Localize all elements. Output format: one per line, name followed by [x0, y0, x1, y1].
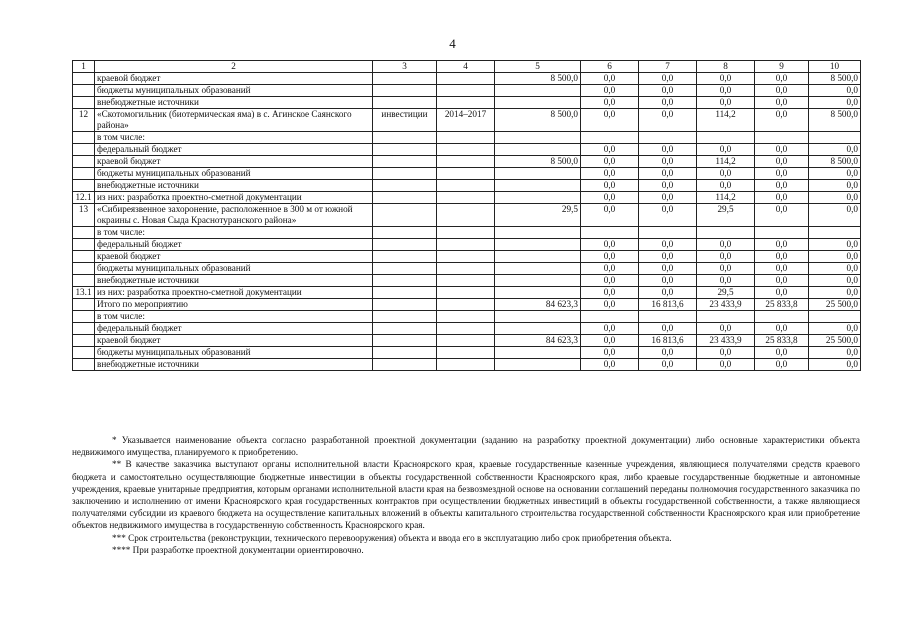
value-col7: 0,0 — [639, 323, 697, 335]
expense-type — [373, 299, 437, 311]
value-col9: 0,0 — [755, 359, 809, 371]
row-number — [73, 251, 95, 263]
row-number — [73, 227, 95, 239]
value-col5 — [495, 347, 581, 359]
period — [437, 227, 495, 239]
row-name: краевой бюджет — [95, 73, 373, 85]
row-name: краевой бюджет — [95, 335, 373, 347]
row-number — [73, 97, 95, 109]
value-col9: 0,0 — [755, 347, 809, 359]
footnote: * Указывается наименование объекта согласно разработанной проектной документации (заданию на разработку проектной документации) либо основные характеристики объекта недвижимого имущества, планируемого к приобретению. — [72, 435, 860, 458]
expense-type — [373, 168, 437, 180]
value-col7: 0,0 — [639, 85, 697, 97]
value-col10: 0,0 — [809, 168, 861, 180]
value-col9: 0,0 — [755, 204, 809, 227]
value-col8: 0,0 — [697, 359, 755, 371]
row-name: краевой бюджет — [95, 156, 373, 168]
value-col7: 16 813,6 — [639, 335, 697, 347]
value-col9: 0,0 — [755, 144, 809, 156]
value-col10: 0,0 — [809, 323, 861, 335]
page-number: 4 — [449, 36, 456, 51]
value-col7: 0,0 — [639, 251, 697, 263]
period — [437, 275, 495, 287]
value-col8: 0,0 — [697, 97, 755, 109]
value-col5 — [495, 263, 581, 275]
value-col6: 0,0 — [581, 287, 639, 299]
row-name: внебюджетные источники — [95, 97, 373, 109]
expense-type — [373, 85, 437, 97]
value-col8: 0,0 — [697, 85, 755, 97]
value-col10 — [809, 132, 861, 144]
value-col9: 25 833,8 — [755, 335, 809, 347]
period — [437, 287, 495, 299]
row-number — [73, 132, 95, 144]
value-col7: 0,0 — [639, 263, 697, 275]
period — [437, 180, 495, 192]
table-row — [73, 239, 861, 251]
value-col8 — [697, 132, 755, 144]
period — [437, 263, 495, 275]
value-col6 — [581, 311, 639, 323]
value-col8: 0,0 — [697, 251, 755, 263]
value-col10 — [809, 311, 861, 323]
row-name: Итого по мероприятию — [95, 299, 373, 311]
expense-type — [373, 275, 437, 287]
row-name: в том числе: — [95, 227, 373, 239]
footnote: *** Срок строительства (реконструкции, технического перевооружения) объекта и ввода его в эксплуатацию либо срок приобретения объекта. — [112, 532, 672, 543]
row-name: «Скотомогильник (биотермическая яма) в с. Агинское Саянского района» — [95, 109, 373, 132]
period — [437, 168, 495, 180]
period — [437, 156, 495, 168]
column-number: 8 — [697, 61, 755, 73]
column-number: 7 — [639, 61, 697, 73]
value-col5 — [495, 132, 581, 144]
expense-type — [373, 323, 437, 335]
value-col10: 8 500,0 — [809, 109, 861, 132]
table-row — [73, 132, 861, 144]
expense-type — [373, 73, 437, 85]
value-col6: 0,0 — [581, 359, 639, 371]
row-name: из них: разработка проектно-сметной документации — [95, 287, 373, 299]
value-col7: 0,0 — [639, 204, 697, 227]
period — [437, 335, 495, 347]
value-col10: 0,0 — [809, 239, 861, 251]
period — [437, 311, 495, 323]
table-row — [73, 323, 861, 335]
value-col9: 0,0 — [755, 109, 809, 132]
table-row — [73, 109, 861, 132]
value-col9: 0,0 — [755, 156, 809, 168]
value-col9: 0,0 — [755, 85, 809, 97]
row-number — [73, 239, 95, 251]
value-col9: 0,0 — [755, 168, 809, 180]
footnote: **** При разработке проектной документации ориентировочно. — [112, 544, 364, 555]
table-row — [73, 287, 861, 299]
value-col10: 0,0 — [809, 204, 861, 227]
value-col6: 0,0 — [581, 85, 639, 97]
period — [437, 85, 495, 97]
value-col10: 0,0 — [809, 144, 861, 156]
value-col7: 0,0 — [639, 287, 697, 299]
row-name: внебюджетные источники — [95, 359, 373, 371]
expense-type — [373, 204, 437, 227]
table-row — [73, 335, 861, 347]
row-name: федеральный бюджет — [95, 144, 373, 156]
table-row — [73, 311, 861, 323]
value-col5 — [495, 287, 581, 299]
period — [437, 73, 495, 85]
expense-type — [373, 287, 437, 299]
row-number — [73, 275, 95, 287]
value-col6: 0,0 — [581, 73, 639, 85]
value-col10: 0,0 — [809, 97, 861, 109]
period — [437, 299, 495, 311]
value-col7: 0,0 — [639, 192, 697, 204]
expense-type — [373, 359, 437, 371]
value-col6: 0,0 — [581, 335, 639, 347]
value-col6: 0,0 — [581, 144, 639, 156]
table-row — [73, 180, 861, 192]
value-col10: 8 500,0 — [809, 73, 861, 85]
value-col5 — [495, 251, 581, 263]
row-name: внебюджетные источники — [95, 275, 373, 287]
footnotes — [72, 434, 860, 556]
row-number — [73, 180, 95, 192]
value-col5 — [495, 85, 581, 97]
value-col10: 0,0 — [809, 359, 861, 371]
table-row — [73, 347, 861, 359]
period — [437, 97, 495, 109]
value-col8: 114,2 — [697, 109, 755, 132]
period — [437, 132, 495, 144]
row-name: в том числе: — [95, 311, 373, 323]
value-col9: 0,0 — [755, 275, 809, 287]
table-row — [73, 73, 861, 85]
value-col5 — [495, 239, 581, 251]
value-col10: 0,0 — [809, 85, 861, 97]
row-name: федеральный бюджет — [95, 239, 373, 251]
value-col9: 0,0 — [755, 251, 809, 263]
column-number: 3 — [373, 61, 437, 73]
value-col8: 0,0 — [697, 144, 755, 156]
value-col10: 0,0 — [809, 251, 861, 263]
value-col6 — [581, 132, 639, 144]
value-col7: 0,0 — [639, 144, 697, 156]
expense-type — [373, 156, 437, 168]
value-col8: 0,0 — [697, 347, 755, 359]
value-col10: 0,0 — [809, 347, 861, 359]
table-row — [73, 168, 861, 180]
value-col10: 0,0 — [809, 287, 861, 299]
column-number: 6 — [581, 61, 639, 73]
value-col7: 0,0 — [639, 347, 697, 359]
value-col6: 0,0 — [581, 347, 639, 359]
row-number — [73, 85, 95, 97]
value-col7: 0,0 — [639, 275, 697, 287]
value-col8: 29,5 — [697, 287, 755, 299]
value-col5: 8 500,0 — [495, 73, 581, 85]
value-col9 — [755, 227, 809, 239]
value-col10: 25 500,0 — [809, 299, 861, 311]
value-col6 — [581, 227, 639, 239]
expense-type — [373, 132, 437, 144]
row-number — [73, 299, 95, 311]
expense-type — [373, 263, 437, 275]
value-col9: 25 833,8 — [755, 299, 809, 311]
table-row — [73, 204, 861, 227]
value-col5 — [495, 323, 581, 335]
column-number: 10 — [809, 61, 861, 73]
row-name: бюджеты муниципальных образований — [95, 347, 373, 359]
value-col7: 0,0 — [639, 97, 697, 109]
value-col5 — [495, 97, 581, 109]
value-col5 — [495, 180, 581, 192]
value-col9: 0,0 — [755, 97, 809, 109]
table-row — [73, 85, 861, 97]
value-col7: 0,0 — [639, 168, 697, 180]
table-row — [73, 299, 861, 311]
period — [437, 239, 495, 251]
value-col9: 0,0 — [755, 263, 809, 275]
row-number: 13.1 — [73, 287, 95, 299]
row-number — [73, 73, 95, 85]
value-col10: 0,0 — [809, 263, 861, 275]
footnote: ** В качестве заказчика выступают органы исполнительной власти Красноярского края, краевые государственные казенные учреждения, являющиеся получателями средств краевого бюджета и самостоятельно осуществляющие бюджетные инвестиции в объекты государственной собственности Красноярского края, либо краевые государственные бюджетные и автономные учреждения, краевые унитарные предприятия, которым органами исполнительной власти края на безвозмездной основе на основании соглашений переданы полномочия государственного заказчика по заключению и исполнению от имени Красноярского края государственных контрактов при осуществлении бюджетных инвестиций в объекты государственной собственности, а также являющиеся получателями субсидии из краевого бюджета на осуществление капитальных вложений в объекты капитального строительства государственной собственности Красноярского края или приобретение объектов недвижимого имущества в государственную собственность Красноярского края. — [72, 459, 860, 531]
expense-type: инвестиции — [373, 109, 437, 132]
table-row — [73, 251, 861, 263]
period — [437, 359, 495, 371]
budget-table — [72, 60, 861, 371]
value-col8: 0,0 — [697, 180, 755, 192]
row-name: из них: разработка проектно-сметной документации — [95, 192, 373, 204]
value-col6: 0,0 — [581, 239, 639, 251]
row-number — [73, 311, 95, 323]
value-col5: 84 623,3 — [495, 335, 581, 347]
value-col6: 0,0 — [581, 263, 639, 275]
expense-type — [373, 335, 437, 347]
value-col8: 0,0 — [697, 323, 755, 335]
value-col6: 0,0 — [581, 204, 639, 227]
value-col10: 25 500,0 — [809, 335, 861, 347]
value-col7 — [639, 227, 697, 239]
expense-type — [373, 97, 437, 109]
value-col8: 29,5 — [697, 204, 755, 227]
value-col9 — [755, 132, 809, 144]
row-number: 12.1 — [73, 192, 95, 204]
value-col9: 0,0 — [755, 180, 809, 192]
table-row — [73, 97, 861, 109]
expense-type — [373, 347, 437, 359]
row-name: бюджеты муниципальных образований — [95, 168, 373, 180]
expense-type — [373, 311, 437, 323]
value-col9: 0,0 — [755, 192, 809, 204]
value-col6: 0,0 — [581, 192, 639, 204]
expense-type — [373, 251, 437, 263]
row-number — [73, 359, 95, 371]
row-number — [73, 323, 95, 335]
expense-type — [373, 239, 437, 251]
value-col6: 0,0 — [581, 97, 639, 109]
row-number: 12 — [73, 109, 95, 132]
value-col6: 0,0 — [581, 156, 639, 168]
value-col8: 114,2 — [697, 156, 755, 168]
table-row — [73, 227, 861, 239]
value-col7 — [639, 311, 697, 323]
value-col5 — [495, 168, 581, 180]
table-row — [73, 156, 861, 168]
value-col7: 0,0 — [639, 180, 697, 192]
row-name: в том числе: — [95, 132, 373, 144]
row-name: бюджеты муниципальных образований — [95, 85, 373, 97]
period — [437, 204, 495, 227]
row-name: бюджеты муниципальных образований — [95, 263, 373, 275]
value-col5: 8 500,0 — [495, 156, 581, 168]
value-col6: 0,0 — [581, 109, 639, 132]
row-number — [73, 263, 95, 275]
row-name: краевой бюджет — [95, 251, 373, 263]
column-number: 5 — [495, 61, 581, 73]
value-col7: 0,0 — [639, 109, 697, 132]
table-row — [73, 144, 861, 156]
row-name: «Сибиреязвенное захоронение, расположенное в 300 м от южной окраины с. Новая Сыда Краснотуранского района» — [95, 204, 373, 227]
value-col10: 0,0 — [809, 192, 861, 204]
value-col6: 0,0 — [581, 323, 639, 335]
value-col7: 0,0 — [639, 359, 697, 371]
table-row — [73, 263, 861, 275]
row-name: внебюджетные источники — [95, 180, 373, 192]
row-number — [73, 335, 95, 347]
value-col6: 0,0 — [581, 275, 639, 287]
period — [437, 347, 495, 359]
value-col8: 0,0 — [697, 275, 755, 287]
value-col5 — [495, 359, 581, 371]
value-col10: 0,0 — [809, 275, 861, 287]
column-number: 1 — [73, 61, 95, 73]
value-col8: 23 433,9 — [697, 299, 755, 311]
row-number: 13 — [73, 204, 95, 227]
value-col8 — [697, 227, 755, 239]
value-col5 — [495, 144, 581, 156]
table-row — [73, 359, 861, 371]
period — [437, 251, 495, 263]
table-row — [73, 192, 861, 204]
period — [437, 192, 495, 204]
value-col7: 0,0 — [639, 239, 697, 251]
value-col9: 0,0 — [755, 323, 809, 335]
period — [437, 144, 495, 156]
value-col8: 0,0 — [697, 263, 755, 275]
row-number — [73, 347, 95, 359]
value-col6: 0,0 — [581, 180, 639, 192]
expense-type — [373, 192, 437, 204]
value-col7: 16 813,6 — [639, 299, 697, 311]
row-number — [73, 144, 95, 156]
value-col8: 0,0 — [697, 239, 755, 251]
value-col10 — [809, 227, 861, 239]
value-col10: 8 500,0 — [809, 156, 861, 168]
value-col8: 23 433,9 — [697, 335, 755, 347]
value-col5 — [495, 192, 581, 204]
value-col6: 0,0 — [581, 168, 639, 180]
value-col8: 114,2 — [697, 192, 755, 204]
value-col10: 0,0 — [809, 180, 861, 192]
row-number — [73, 156, 95, 168]
value-col8: 0,0 — [697, 168, 755, 180]
row-number — [73, 168, 95, 180]
period: 2014–2017 — [437, 109, 495, 132]
expense-type — [373, 180, 437, 192]
value-col8: 0,0 — [697, 73, 755, 85]
value-col9: 0,0 — [755, 73, 809, 85]
value-col6: 0,0 — [581, 251, 639, 263]
value-col5: 84 623,3 — [495, 299, 581, 311]
column-number-row — [73, 61, 861, 73]
column-number: 9 — [755, 61, 809, 73]
expense-type — [373, 227, 437, 239]
value-col5: 29,5 — [495, 204, 581, 227]
column-number: 2 — [95, 61, 373, 73]
expense-type — [373, 144, 437, 156]
value-col9 — [755, 311, 809, 323]
value-col5: 8 500,0 — [495, 109, 581, 132]
table-row — [73, 275, 861, 287]
value-col7: 0,0 — [639, 156, 697, 168]
value-col6: 0,0 — [581, 299, 639, 311]
value-col9: 0,0 — [755, 287, 809, 299]
value-col5 — [495, 275, 581, 287]
column-number: 4 — [437, 61, 495, 73]
value-col5 — [495, 227, 581, 239]
value-col7: 0,0 — [639, 73, 697, 85]
value-col5 — [495, 311, 581, 323]
row-name: федеральный бюджет — [95, 323, 373, 335]
value-col8 — [697, 311, 755, 323]
period — [437, 323, 495, 335]
value-col9: 0,0 — [755, 239, 809, 251]
value-col7 — [639, 132, 697, 144]
